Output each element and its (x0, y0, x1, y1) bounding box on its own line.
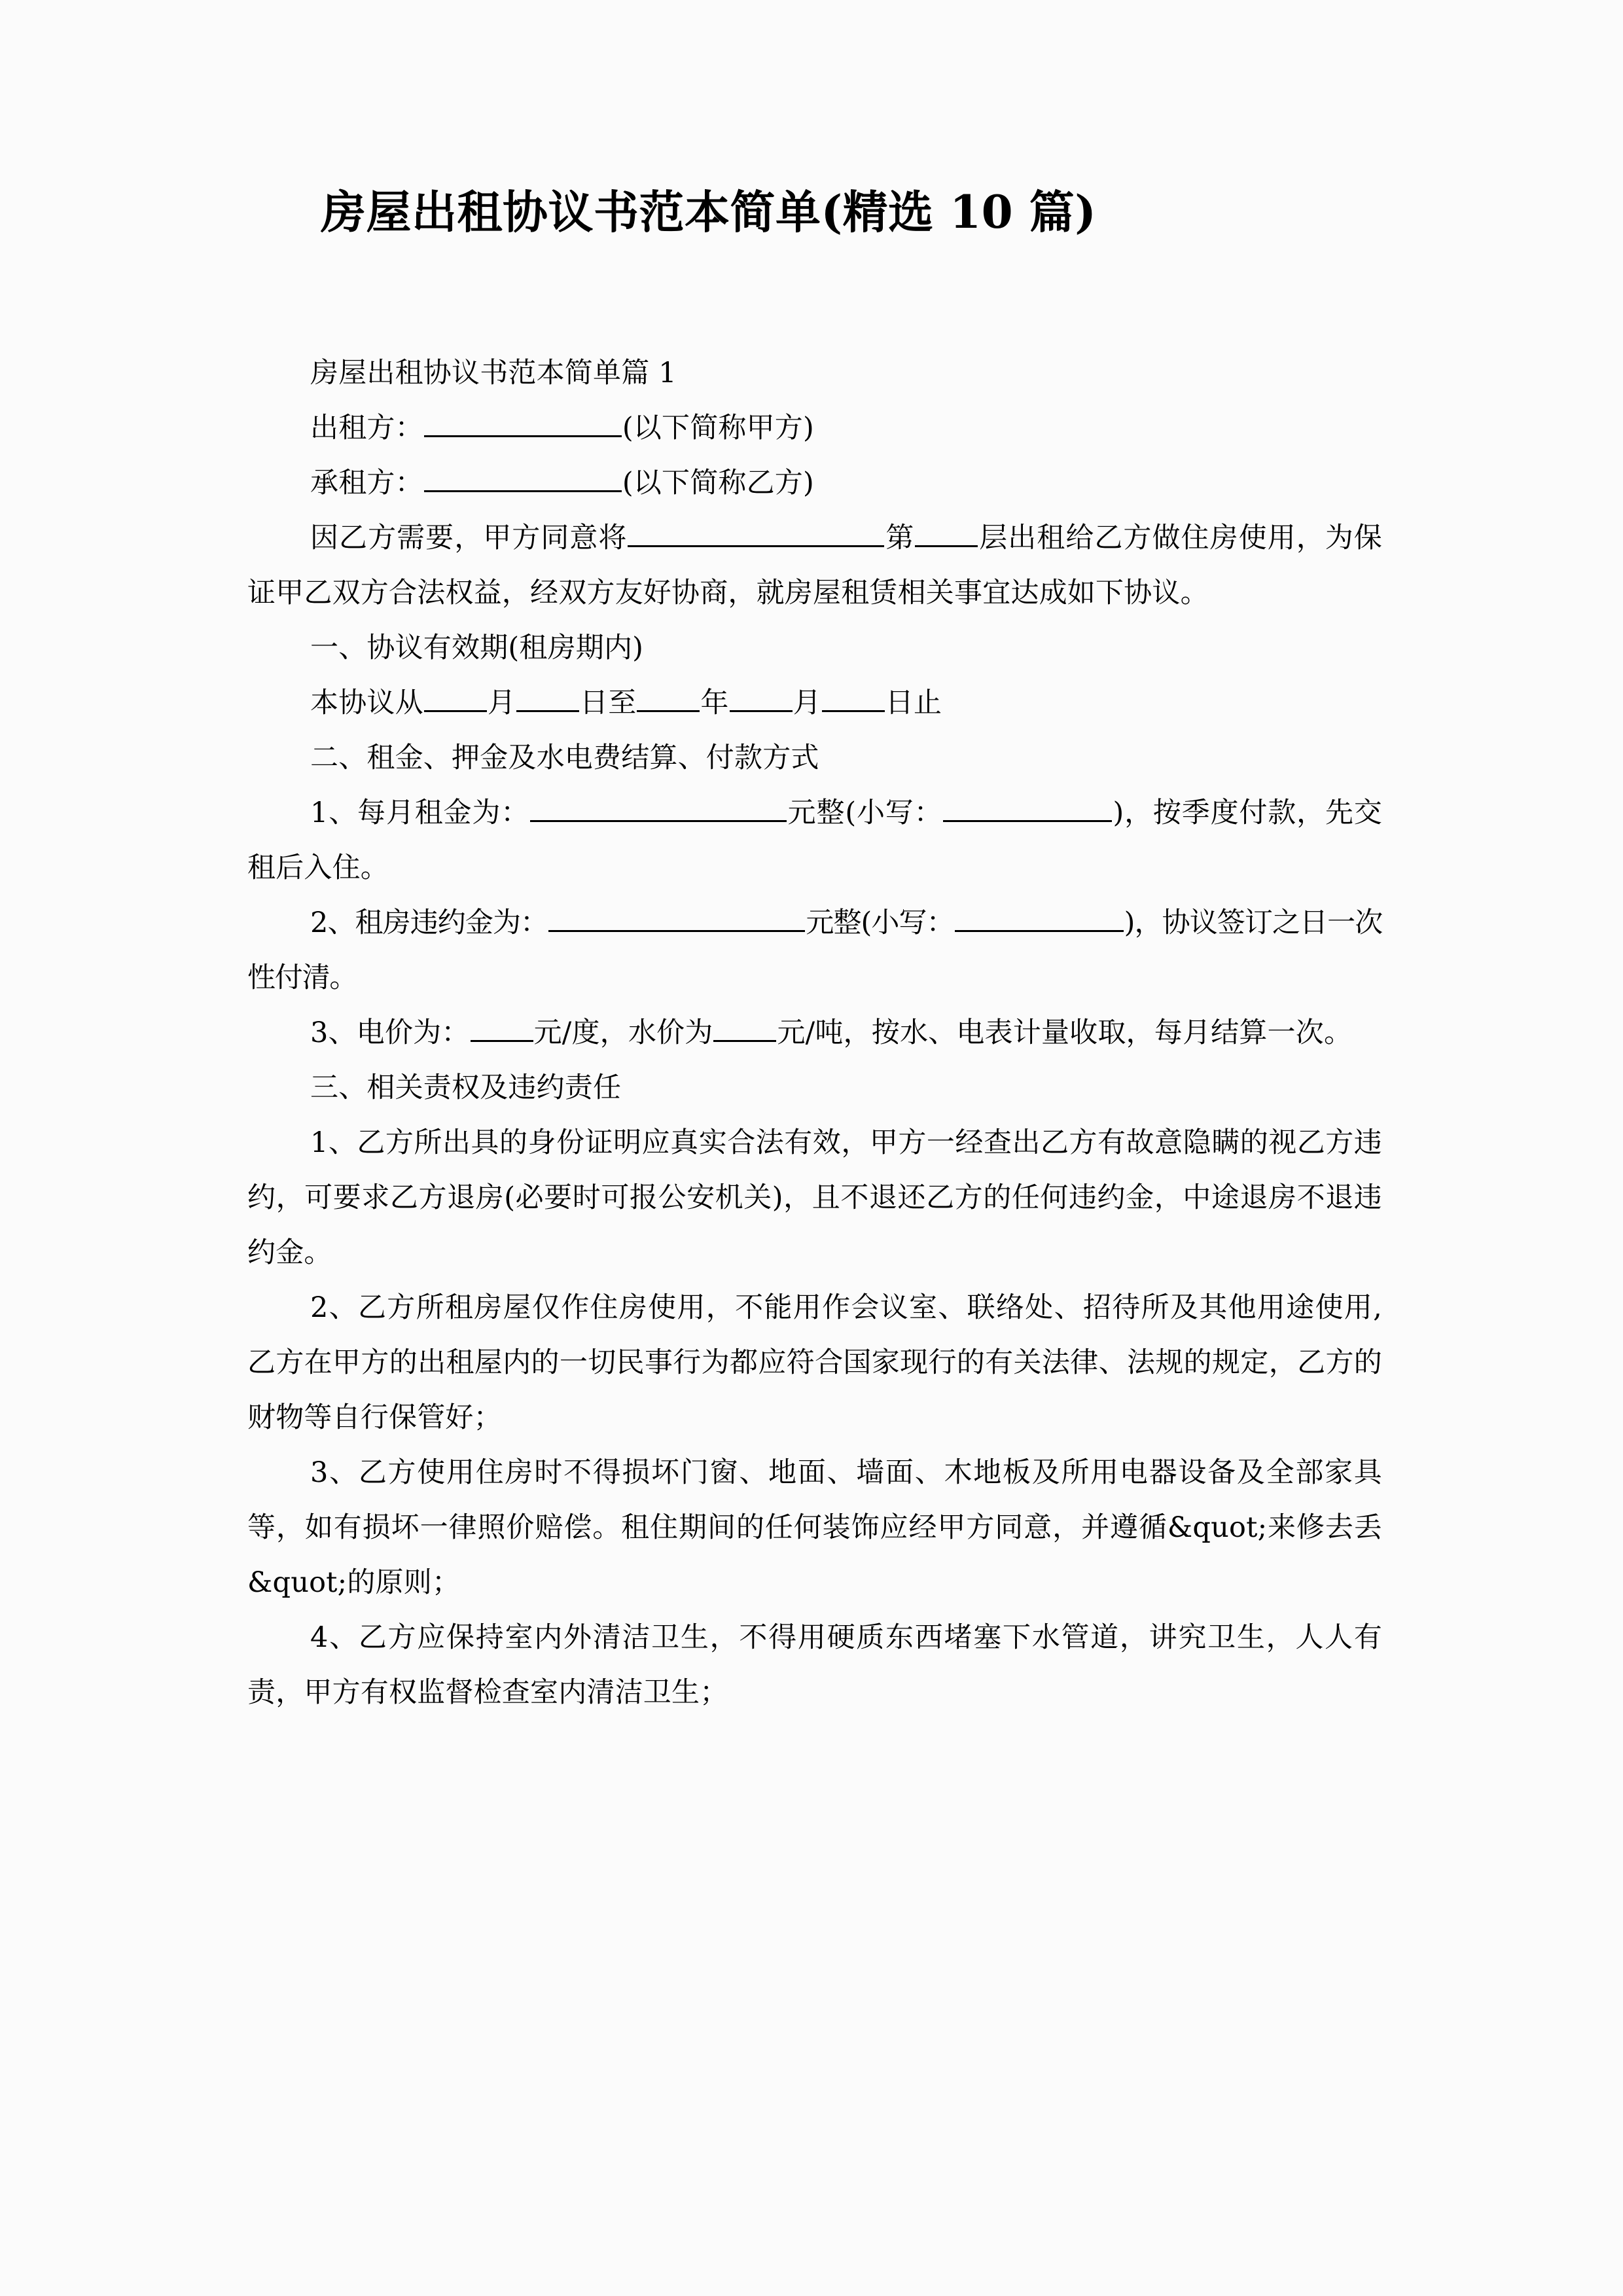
section-heading-3: 三、相关责权及违约责任 (310, 1071, 622, 1104)
section-heading-1: 一、协议有效期(租房期内) (310, 632, 644, 664)
penalty-figures-blank (955, 904, 1124, 932)
rent-words-blank (530, 794, 787, 822)
section-heading-2: 二、租金、押金及水电费结算、付款方式 (310, 742, 819, 774)
rent-figures-blank (943, 794, 1112, 822)
lessee-line: 承租方： (以下简称乙方) (247, 456, 1382, 511)
utility-rates-item: 3、电价为： 元/度，水价为 元/吨，按水、电表计量收取，每月结算一次。 (247, 1005, 1382, 1060)
floor-blank (915, 519, 978, 547)
term-line: 本协议从 月 日至 年 月 日止 (247, 675, 1382, 730)
clause-1: 1、乙方所出具的身份证明应真实合法有效，甲方一经查出乙方有故意隐瞒的视乙方违约，可要求乙方退房(必要时可报公安机关)，且不退还乙方的任何违约金，中途退房不退违约金。 (247, 1126, 1382, 1269)
clause-2: 2、乙方所租房屋仅作住房使用，不能用作会议室、联络处、招待所及其他用途使用,乙方在甲方的出租屋内的一切民事行为都应符合国家现行的有关法律、法规的规定，乙方的财物等自行保管好； (247, 1291, 1382, 1434)
lessor-line: 出租方： (以下简称甲方) (247, 401, 1382, 456)
lessee-blank (424, 464, 622, 492)
end-month-blank (730, 684, 793, 712)
penalty-words-blank (548, 904, 805, 932)
lessor-blank (424, 409, 622, 437)
water-rate-blank (713, 1014, 776, 1042)
preamble-paragraph: 因乙方需要，甲方同意将 第 层出租给乙方做住房使用，为保证甲乙双方合法权益，经双方友好协商，就房屋租赁相关事宜达成如下协议。 (247, 511, 1382, 620)
end-day-blank (822, 684, 885, 712)
penalty-amount-item: 2、租房违约金为： 元整(小写： )，协议签订之日一次性付清。 (247, 895, 1382, 1005)
end-year-blank (637, 684, 700, 712)
document-body (247, 346, 1382, 1720)
property-address-blank (628, 519, 884, 547)
electricity-rate-blank (471, 1014, 533, 1042)
start-month-blank (424, 684, 487, 712)
clause-4: 4、乙方应保持室内外清洁卫生，不得用硬质东西堵塞下水管道，讲究卫生，人人有责，甲方有权监督检查室内清洁卫生； (247, 1621, 1382, 1709)
page-title: 房屋出租协议书范本简单(精选 10 篇) (321, 186, 1097, 239)
section-label: 房屋出租协议书范本简单篇 1 (310, 357, 677, 389)
clause-3: 3、乙方使用住房时不得损坏门窗、地面、墙面、木地板及所用电器设备及全部家具等，如有损坏一律照价赔偿。租住期间的任何装饰应经甲方同意，并遵循&quot;来修去丢&quot;的原则； (247, 1456, 1382, 1599)
start-day-blank (516, 684, 579, 712)
rent-amount-item: 1、每月租金为： 元整(小写： )，按季度付款，先交租后入住。 (247, 785, 1382, 895)
